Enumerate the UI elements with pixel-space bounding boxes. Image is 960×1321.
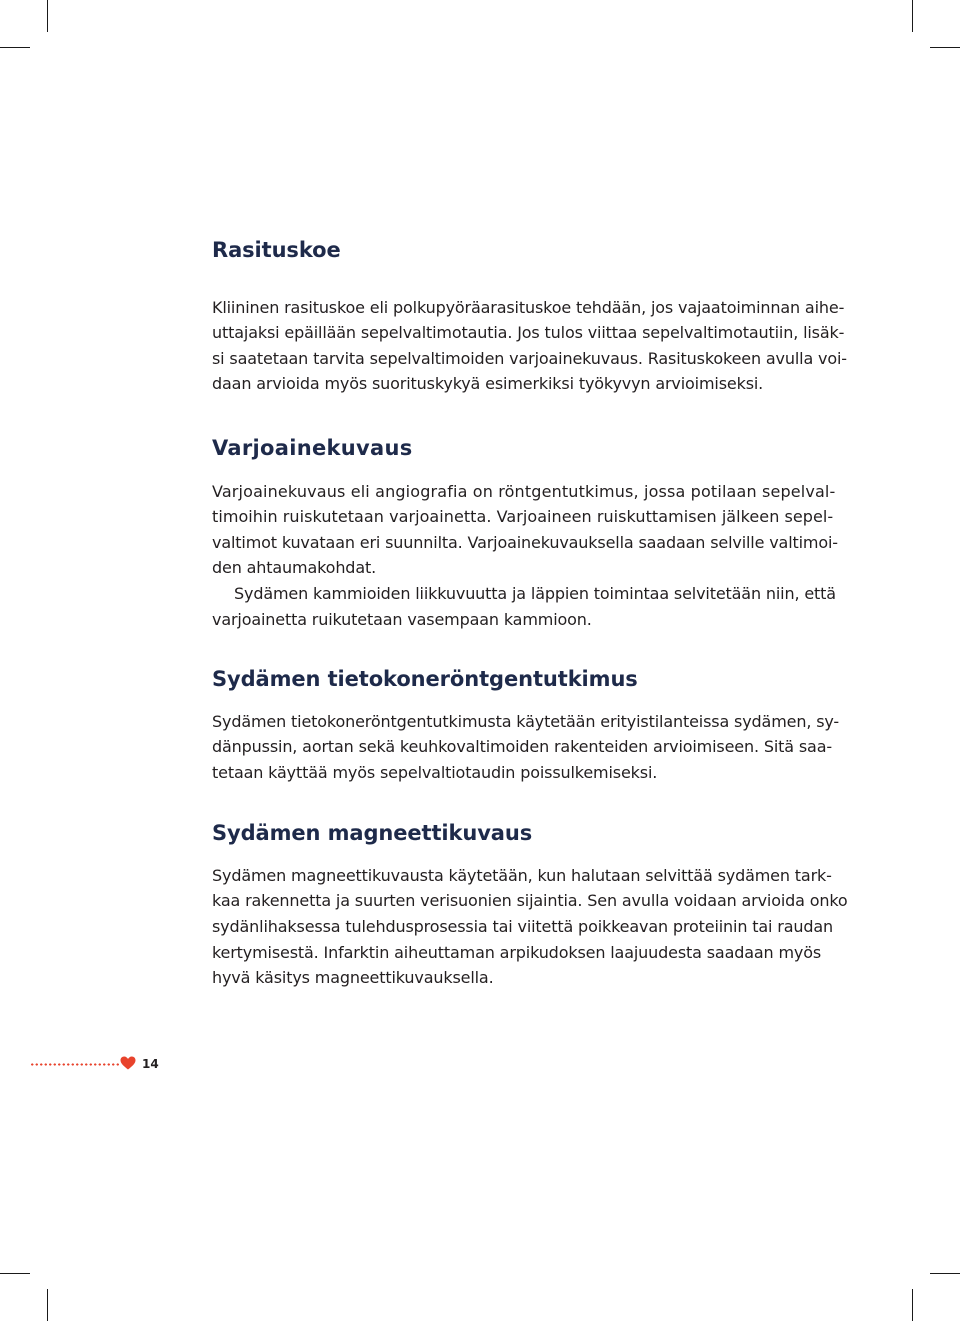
paragraph-line: Sydämen magneettikuvausta käytetään, kun halutaan selvittää sydämen tark- bbox=[212, 866, 832, 885]
paragraph-line: dänpussin, aortan sekä keuhkovaltimoiden rakenteiden arvioimiseen. Sitä saa- bbox=[212, 737, 832, 756]
paragraph-line: tetaan käyttää myös sepelvaltiotaudin poissulkemiseksi. bbox=[212, 763, 658, 782]
section-heading-magneettikuvaus: Sydämen magneettikuvaus bbox=[212, 821, 533, 845]
section-heading-varjoainekuvaus: Varjoainekuvaus bbox=[212, 436, 413, 460]
crop-mark bbox=[0, 1273, 30, 1274]
paragraph-line: kertymisestä. Infarktin aiheuttaman arpikudoksen laajuudesta saadaan myös bbox=[212, 943, 822, 962]
paragraph-line: valtimot kuvataan eri suunnilta. Varjoainekuvauksella saadaan selville valtimoi- bbox=[212, 533, 838, 552]
paragraph-line: Varjoainekuvaus eli angiografia on röntgentutkimus, jossa potilaan sepelval- bbox=[212, 482, 836, 501]
crop-mark bbox=[0, 47, 30, 48]
section-heading-rasituskoe: Rasituskoe bbox=[212, 238, 341, 262]
paragraph-line: kaa rakennetta ja suurten verisuonien sijaintia. Sen avulla voidaan arvioida onko bbox=[212, 891, 848, 910]
crop-mark bbox=[912, 0, 913, 32]
paragraph-line: Sydämen tietokoneröntgentutkimusta käytetään erityistilanteissa sydämen, sy- bbox=[212, 712, 840, 731]
paragraph-line: daan arvioida myös suorituskykyä esimerkiksi työkyvyn arvioimiseksi. bbox=[212, 374, 764, 393]
crop-mark bbox=[930, 47, 960, 48]
paragraph-line: Kliininen rasituskoe eli polkupyöräarasituskoe tehdään, jos vajaatoiminnan aihe- bbox=[212, 298, 845, 317]
crop-mark bbox=[930, 1273, 960, 1274]
heart-icon bbox=[120, 1056, 136, 1070]
paragraph-line: si saatetaan tarvita sepelvaltimoiden varjoainekuvaus. Rasituskokeen avulla voi- bbox=[212, 349, 847, 368]
crop-mark bbox=[47, 0, 48, 32]
paragraph-line: hyvä käsitys magneettikuvauksella. bbox=[212, 968, 494, 987]
paragraph-line: varjoainetta ruikutetaan vasempaan kammioon. bbox=[212, 610, 592, 629]
crop-mark bbox=[912, 1289, 913, 1321]
dotted-rule bbox=[30, 1063, 120, 1066]
section-heading-tietokonerontgen: Sydämen tietokoneröntgentutkimus bbox=[212, 667, 638, 691]
paragraph-line: sydänlihaksessa tulehdusprosessia tai viitettä poikkeavan proteiinin tai raudan bbox=[212, 917, 833, 936]
paragraph-line: uttajaksi epäillään sepelvaltimotautia. Jos tulos viittaa sepelvaltimotautiin, lisäk- bbox=[212, 323, 845, 342]
paragraph-line: den ahtaumakohdat. bbox=[212, 558, 377, 577]
crop-mark bbox=[47, 1289, 48, 1321]
paragraph-line-indented: Sydämen kammioiden liikkuvuutta ja läppien toimintaa selvitetään niin, että bbox=[234, 584, 836, 603]
paragraph-line: timoihin ruiskutetaan varjoainetta. Varjoaineen ruiskuttamisen jälkeen sepel- bbox=[212, 507, 834, 526]
page-number: 14 bbox=[142, 1057, 159, 1071]
